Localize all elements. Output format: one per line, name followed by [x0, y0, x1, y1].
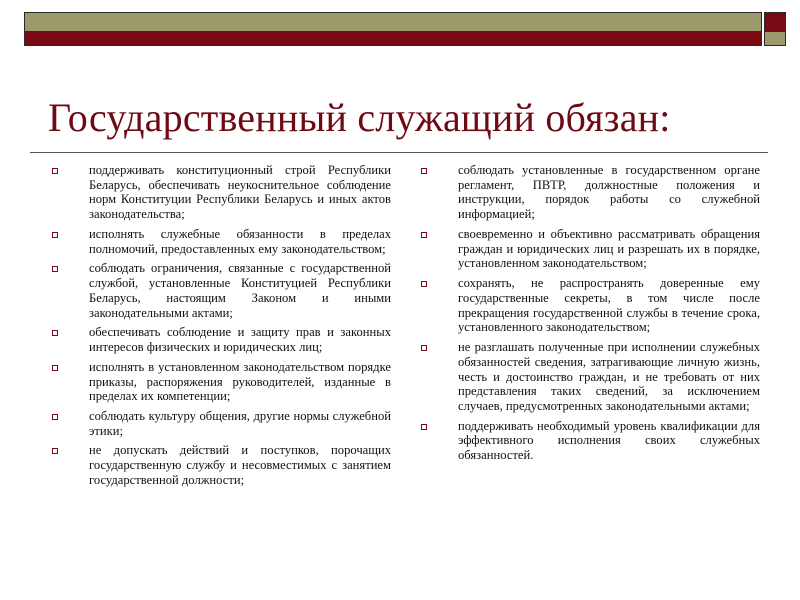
square-bullet-icon [421, 424, 427, 430]
content-columns [46, 163, 760, 588]
list-item-text: поддерживать конституционный строй Республики Беларусь, обеспечивать неукоснительное соблюдение норм Конституции Республики Беларусь и иных актов законодательства; [89, 163, 391, 222]
square-bullet-icon [52, 168, 58, 174]
header-corner-maroon [764, 12, 786, 32]
square-bullet-icon [421, 232, 427, 238]
title-divider [30, 152, 768, 153]
square-bullet-icon [52, 365, 58, 371]
list-item-text: соблюдать ограничения, связанные с государственной службой, установленные Конституцией Республики Беларусь, настоящим Законом и иными законодательными актами; [89, 261, 391, 320]
square-bullet-icon [52, 448, 58, 454]
list-item [46, 163, 391, 222]
list-item [415, 419, 760, 463]
header-band-olive [24, 12, 762, 32]
list-item-text: не допускать действий и поступков, порочащих государственную службу и несовместимых с занятием государственной должности; [89, 443, 391, 487]
list-item [46, 443, 391, 487]
list-item-text: поддерживать необходимый уровень квалификации для эффективного исполнения своих служебных обязанностей. [458, 418, 760, 463]
slide-title: Государственный служащий обязан: [48, 95, 671, 140]
list-item-text: исполнять служебные обязанности в пределах полномочий, предоставленных ему законодательством; [89, 226, 391, 256]
square-bullet-icon [421, 345, 427, 351]
list-item-text: соблюдать культуру общения, другие нормы служебной этики; [89, 409, 391, 438]
square-bullet-icon [52, 330, 58, 336]
list-item-text: сохранять, не распространять доверенные ему государственные секреты, в том числе после прекращения государственной службы в течение срока, установленного законодательством; [458, 276, 760, 335]
header-corner-olive [764, 32, 786, 46]
header-band-maroon [24, 32, 762, 46]
square-bullet-icon [421, 168, 427, 174]
list-item-text: своевременно и объективно рассматривать обращения граждан и юридических лиц и разрешать их в порядке, установленном законодательством; [458, 226, 760, 271]
list-item [415, 227, 760, 271]
right-column [415, 163, 760, 588]
square-bullet-icon [52, 414, 58, 420]
list-item [415, 163, 760, 222]
left-column [46, 163, 391, 588]
list-item-text: не разглашать полученные при исполнении служебных обязанностей сведения, затрагивающие личную жизнь, честь и достоинство граждан, и не требовать от них представления таких сведений, за исключением случаев, предусмотренных законодательными актами; [458, 340, 760, 414]
list-item-text: соблюдать установленные в государственном органе регламент, ПВТР, должностные положения и инструкции, порядок работы со служебной информацией; [458, 163, 760, 222]
list-item [46, 360, 391, 404]
list-item [46, 227, 391, 256]
list-item [415, 340, 760, 414]
list-item [46, 261, 391, 320]
list-item [415, 276, 760, 335]
right-bullet-list [415, 163, 760, 463]
left-bullet-list [46, 163, 391, 488]
square-bullet-icon [421, 281, 427, 287]
square-bullet-icon [52, 266, 58, 272]
list-item-text: обеспечивать соблюдение и защиту прав и законных интересов физических и юридических лиц; [89, 325, 391, 355]
list-item [46, 325, 391, 354]
list-item [46, 409, 391, 438]
square-bullet-icon [52, 232, 58, 238]
list-item-text: исполнять в установленном законодательством порядке приказы, распоряжения руководителей, изданные в пределах их компетенции; [89, 359, 391, 404]
